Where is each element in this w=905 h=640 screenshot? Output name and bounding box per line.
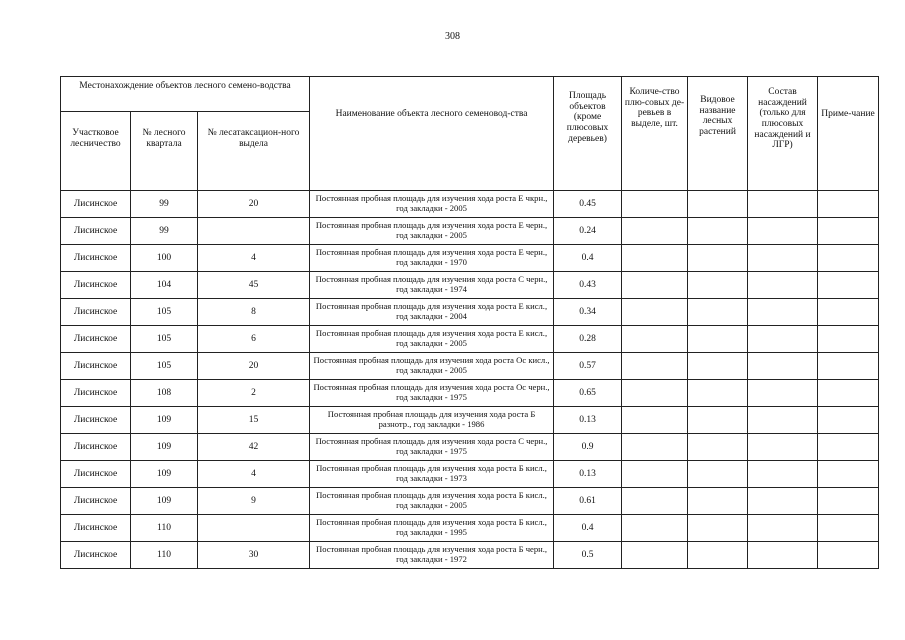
plus-tree-count-cell [622, 191, 688, 218]
header-plus-tree-count: Количе-ство плю-совых де-ревьев в выделе, шт. [622, 77, 688, 191]
object-name-cell: Постоянная пробная площадь для изучения хода роста Е кисл., год закладки - 2005 [310, 326, 554, 353]
note-cell [818, 272, 879, 299]
object-name-cell: Постоянная пробная площадь для изучения хода роста Е кисл., год закладки - 2004 [310, 299, 554, 326]
header-area: Площадь объектов (кроме плюсовых деревьев) [554, 77, 622, 191]
species-cell [688, 515, 748, 542]
composition-cell [748, 407, 818, 434]
district-cell: Лисинское [61, 461, 131, 488]
plot-cell: 45 [198, 272, 310, 299]
note-cell [818, 353, 879, 380]
species-cell [688, 461, 748, 488]
composition-cell [748, 488, 818, 515]
table-row [61, 272, 879, 299]
species-cell [688, 353, 748, 380]
area-cell: 0.24 [554, 218, 622, 245]
table-row [61, 542, 879, 569]
plot-cell: 6 [198, 326, 310, 353]
quarter-cell: 105 [131, 299, 198, 326]
species-cell [688, 191, 748, 218]
plus-tree-count-cell [622, 434, 688, 461]
quarter-cell: 108 [131, 380, 198, 407]
composition-cell [748, 353, 818, 380]
object-name-cell: Постоянная пробная площадь для изучения хода роста Б кисл., год закладки - 2005 [310, 488, 554, 515]
composition-cell [748, 218, 818, 245]
plus-tree-count-cell [622, 353, 688, 380]
note-cell [818, 515, 879, 542]
object-name-cell: Постоянная пробная площадь для изучения хода роста Е черн., год закладки - 1970 [310, 245, 554, 272]
area-cell: 0.65 [554, 380, 622, 407]
district-cell: Лисинское [61, 272, 131, 299]
object-name-cell: Постоянная пробная площадь для изучения хода роста С черн., год закладки - 1974 [310, 272, 554, 299]
note-cell [818, 461, 879, 488]
plot-cell: 4 [198, 461, 310, 488]
area-cell: 0.4 [554, 245, 622, 272]
plot-cell: 30 [198, 542, 310, 569]
header-district: Участковое лесничество [61, 112, 131, 191]
composition-cell [748, 461, 818, 488]
plus-tree-count-cell [622, 380, 688, 407]
quarter-cell: 109 [131, 461, 198, 488]
area-cell: 0.5 [554, 542, 622, 569]
quarter-cell: 109 [131, 434, 198, 461]
table-row [61, 326, 879, 353]
page-number: 308 [445, 31, 460, 42]
plus-tree-count-cell [622, 299, 688, 326]
species-cell [688, 326, 748, 353]
area-cell: 0.13 [554, 461, 622, 488]
table-header [61, 77, 879, 191]
composition-cell [748, 326, 818, 353]
plus-tree-count-cell [622, 272, 688, 299]
district-cell: Лисинское [61, 326, 131, 353]
district-cell: Лисинское [61, 353, 131, 380]
quarter-cell: 105 [131, 326, 198, 353]
object-name-cell: Постоянная пробная площадь для изучения хода роста С черн., год закладки - 1975 [310, 434, 554, 461]
plus-tree-count-cell [622, 488, 688, 515]
composition-cell [748, 380, 818, 407]
header-plot: № лесатаксацион-ного выдела [198, 112, 310, 191]
species-cell [688, 218, 748, 245]
note-cell [818, 299, 879, 326]
district-cell: Лисинское [61, 245, 131, 272]
object-name-cell: Постоянная пробная площадь для изучения хода роста Е чкрн., год закладки - 2005 [310, 191, 554, 218]
area-cell: 0.45 [554, 191, 622, 218]
species-cell [688, 488, 748, 515]
plot-cell: 20 [198, 191, 310, 218]
district-cell: Лисинское [61, 542, 131, 569]
note-cell [818, 245, 879, 272]
quarter-cell: 110 [131, 515, 198, 542]
note-cell [818, 380, 879, 407]
quarter-cell: 99 [131, 218, 198, 245]
note-cell [818, 434, 879, 461]
note-cell [818, 326, 879, 353]
plot-cell [198, 218, 310, 245]
object-name-cell: Постоянная пробная площадь для изучения хода роста Б разнотр., год закладки - 1986 [310, 407, 554, 434]
table-row [61, 299, 879, 326]
object-name-cell: Постоянная пробная площадь для изучения хода роста Б черн., год закладки - 1972 [310, 542, 554, 569]
composition-cell [748, 299, 818, 326]
header-species: Видовое название лесных растений [688, 77, 748, 191]
species-cell [688, 272, 748, 299]
plus-tree-count-cell [622, 326, 688, 353]
table-row [61, 434, 879, 461]
header-object-name: Наименование объекта лесного семеновод-ства [310, 77, 554, 191]
note-cell [818, 488, 879, 515]
plot-cell [198, 515, 310, 542]
plot-cell: 9 [198, 488, 310, 515]
header-quarter: № лесного квартала [131, 112, 198, 191]
composition-cell [748, 272, 818, 299]
district-cell: Лисинское [61, 380, 131, 407]
plus-tree-count-cell [622, 245, 688, 272]
object-name-cell: Постоянная пробная площадь для изучения хода роста Б кисл., год закладки - 1995 [310, 515, 554, 542]
composition-cell [748, 542, 818, 569]
plot-cell: 20 [198, 353, 310, 380]
header-location-group: Местонахождение объектов лесного семено-водства [61, 77, 310, 112]
note-cell [818, 542, 879, 569]
area-cell: 0.34 [554, 299, 622, 326]
district-cell: Лисинское [61, 515, 131, 542]
plus-tree-count-cell [622, 542, 688, 569]
table-row [61, 245, 879, 272]
quarter-cell: 105 [131, 353, 198, 380]
quarter-cell: 99 [131, 191, 198, 218]
plot-cell: 15 [198, 407, 310, 434]
table-row [61, 380, 879, 407]
plot-cell: 42 [198, 434, 310, 461]
seed-objects-table [60, 76, 879, 569]
plus-tree-count-cell [622, 461, 688, 488]
object-name-cell: Постоянная пробная площадь для изучения хода роста Ос кисл., год закладки - 2005 [310, 353, 554, 380]
species-cell [688, 542, 748, 569]
note-cell [818, 407, 879, 434]
quarter-cell: 109 [131, 488, 198, 515]
area-cell: 0.61 [554, 488, 622, 515]
area-cell: 0.13 [554, 407, 622, 434]
composition-cell [748, 434, 818, 461]
composition-cell [748, 245, 818, 272]
table-row [61, 461, 879, 488]
note-cell [818, 191, 879, 218]
table-row [61, 488, 879, 515]
table-row [61, 218, 879, 245]
plus-tree-count-cell [622, 407, 688, 434]
table-row [61, 407, 879, 434]
table-row [61, 353, 879, 380]
species-cell [688, 434, 748, 461]
quarter-cell: 109 [131, 407, 198, 434]
area-cell: 0.43 [554, 272, 622, 299]
object-name-cell: Постоянная пробная площадь для изучения хода роста Е черн., год закладки - 2005 [310, 218, 554, 245]
district-cell: Лисинское [61, 191, 131, 218]
plot-cell: 8 [198, 299, 310, 326]
plot-cell: 2 [198, 380, 310, 407]
plot-cell: 4 [198, 245, 310, 272]
table-row [61, 191, 879, 218]
quarter-cell: 110 [131, 542, 198, 569]
species-cell [688, 299, 748, 326]
quarter-cell: 104 [131, 272, 198, 299]
area-cell: 0.28 [554, 326, 622, 353]
header-note: Приме-чание [818, 77, 879, 191]
plus-tree-count-cell [622, 218, 688, 245]
composition-cell [748, 191, 818, 218]
plus-tree-count-cell [622, 515, 688, 542]
note-cell [818, 218, 879, 245]
quarter-cell: 100 [131, 245, 198, 272]
district-cell: Лисинское [61, 218, 131, 245]
composition-cell [748, 515, 818, 542]
species-cell [688, 380, 748, 407]
area-cell: 0.57 [554, 353, 622, 380]
object-name-cell: Постоянная пробная площадь для изучения хода роста Ос черн., год закладки - 1975 [310, 380, 554, 407]
species-cell [688, 245, 748, 272]
area-cell: 0.4 [554, 515, 622, 542]
district-cell: Лисинское [61, 407, 131, 434]
table-row [61, 515, 879, 542]
area-cell: 0.9 [554, 434, 622, 461]
district-cell: Лисинское [61, 434, 131, 461]
district-cell: Лисинское [61, 299, 131, 326]
object-name-cell: Постоянная пробная площадь для изучения хода роста Б кисл., год закладки - 1973 [310, 461, 554, 488]
table-body [61, 191, 879, 569]
header-composition: Состав насаждений (только для плюсовых насаждений и ЛГР) [748, 77, 818, 191]
district-cell: Лисинское [61, 488, 131, 515]
species-cell [688, 407, 748, 434]
